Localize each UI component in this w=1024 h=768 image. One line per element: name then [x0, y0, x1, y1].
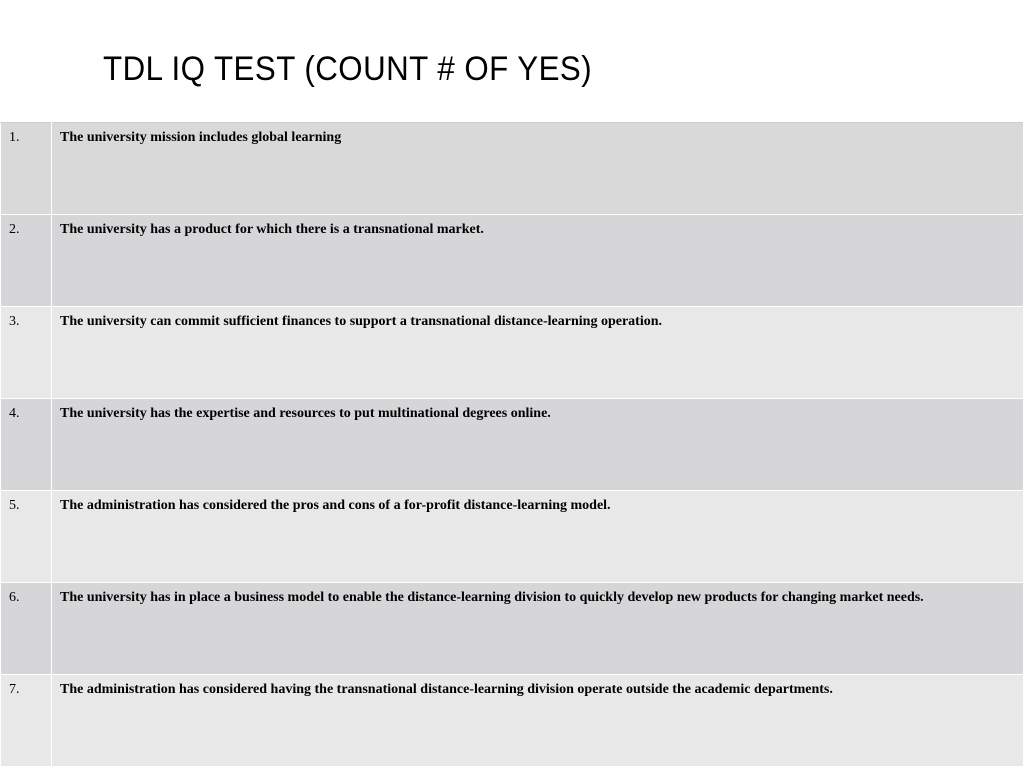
table-row	[1, 583, 1024, 675]
item-number: 1.	[1, 123, 52, 215]
item-number: 5.	[1, 491, 52, 583]
table-row	[1, 307, 1024, 399]
table-row	[1, 215, 1024, 307]
table-row	[1, 491, 1024, 583]
item-text: The university can commit sufficient finances to support a transnational distance-learning operation.	[52, 307, 1024, 399]
table-row	[1, 675, 1024, 767]
item-number: 6.	[1, 583, 52, 675]
slide-title: TDL IQ TEST (COUNT # OF YES)	[103, 50, 593, 88]
item-number: 7.	[1, 675, 52, 767]
table-row	[1, 399, 1024, 491]
item-number: 3.	[1, 307, 52, 399]
item-number: 2.	[1, 215, 52, 307]
item-text: The administration has considered having the transnational distance-learning division operate outside the academic departments.	[52, 675, 1024, 767]
item-text: The administration has considered the pros and cons of a for-profit distance-learning model.	[52, 491, 1024, 583]
item-text: The university has a product for which there is a transnational market.	[52, 215, 1024, 307]
item-text: The university mission includes global learning	[52, 123, 1024, 215]
item-number: 4.	[1, 399, 52, 491]
iq-test-table	[0, 122, 1024, 767]
table-row	[1, 123, 1024, 215]
item-text: The university has in place a business model to enable the distance-learning division to quickly develop new products for changing market needs.	[52, 583, 1024, 675]
item-text: The university has the expertise and resources to put multinational degrees online.	[52, 399, 1024, 491]
